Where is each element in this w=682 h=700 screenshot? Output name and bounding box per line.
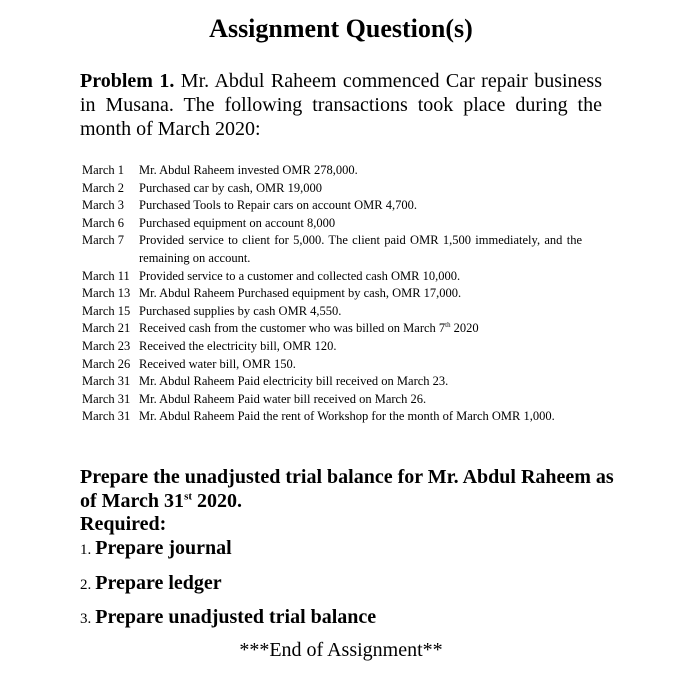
transaction-description: [139, 320, 582, 338]
prepare-instruction: [80, 465, 620, 513]
transaction-date: March 3: [82, 198, 124, 213]
step-number: 1.: [80, 542, 92, 558]
transaction-description: [139, 408, 582, 426]
prepare-text-end: 2020.: [192, 490, 243, 512]
transaction-description-text: Purchased car by cash, OMR 19,000: [139, 180, 322, 195]
transaction-description: [139, 303, 582, 321]
transaction-description-suffix: 2020: [450, 321, 479, 336]
transaction-description: [139, 197, 582, 215]
transaction-description-text: Purchased equipment on account 8,000: [139, 215, 336, 230]
transaction-description-text: Mr. Abdul Raheem Paid the rent of Workshop for the month of March OMR 1,000.: [139, 409, 555, 424]
step-text: Prepare ledger: [95, 571, 222, 594]
transaction-item: [82, 408, 582, 426]
transaction-description-text: Mr. Abdul Raheem Paid water bill received on March 26.: [139, 391, 427, 406]
transaction-date: March 26: [82, 356, 131, 371]
transaction-date: March 2: [82, 180, 124, 195]
transaction-description-text: Mr. Abdul Raheem Paid electricity bill received on March 23.: [139, 374, 449, 389]
step-text: Prepare unadjusted trial balance: [95, 606, 377, 628]
transaction-item: [82, 320, 582, 338]
transaction-item: [82, 356, 582, 374]
required-steps: [80, 535, 376, 639]
transaction-description: [139, 162, 582, 180]
transaction-item: [82, 338, 582, 356]
transaction-description: [139, 373, 582, 391]
transaction-description-text: Provided service to a customer and collected cash OMR 10,000.: [139, 268, 461, 283]
transaction-item: [82, 215, 582, 233]
transaction-item: [82, 162, 582, 180]
step-text: Prepare journal: [95, 537, 232, 559]
transaction-date: March 1: [82, 163, 124, 177]
transaction-description: [139, 391, 582, 409]
transaction-description: [139, 268, 582, 286]
transaction-item: [82, 285, 582, 303]
transaction-list: [82, 162, 582, 426]
transaction-item: [82, 391, 582, 409]
transaction-description: [139, 285, 582, 303]
transaction-description: [139, 232, 582, 267]
problem-text: Mr. Abdul Raheem commenced Car repair business in Musana. The following transactions took place during the month of March 2020:: [80, 70, 602, 140]
transaction-description: [139, 356, 582, 374]
transaction-description-text: Received water bill, OMR 150.: [139, 356, 296, 371]
step-number: 2.: [80, 576, 92, 593]
problem-statement: [80, 69, 602, 141]
transaction-date: March 7: [82, 233, 124, 248]
transaction-description-text: Received the electricity bill, OMR 120.: [139, 338, 337, 353]
problem-label: Problem 1.: [80, 70, 175, 92]
transaction-date: March 21: [82, 321, 131, 336]
transaction-description-text: Provided service to client for 5,000. The client paid OMR 1,500 immediately, and the remaining on account.: [139, 233, 582, 265]
transaction-date: March 15: [82, 303, 131, 318]
transaction-ordinal-suffix: th: [445, 322, 451, 330]
required-step: [80, 604, 376, 639]
end-of-assignment: ***End of Assignment**: [239, 639, 443, 661]
transaction-description-text: Mr. Abdul Raheem invested OMR 278,000.: [139, 163, 358, 177]
transaction-item: [82, 268, 582, 286]
transaction-item: [82, 373, 582, 391]
transaction-description-text: Mr. Abdul Raheem Purchased equipment by cash, OMR 17,000.: [139, 286, 462, 301]
transaction-description: [139, 180, 582, 198]
transaction-date: March 23: [82, 338, 131, 353]
transaction-date: March 13: [82, 286, 131, 301]
transaction-description-text: Purchased Tools to Repair cars on account OMR 4,700.: [139, 198, 418, 213]
transaction-item: [82, 303, 582, 321]
transaction-date: March 31: [82, 374, 131, 389]
step-number: 3.: [80, 611, 92, 627]
page-title: Assignment Question(s): [209, 14, 473, 43]
transaction-item: [82, 232, 582, 267]
transaction-date: March 11: [82, 268, 130, 283]
transaction-item: [82, 197, 582, 215]
transaction-description-text: Purchased supplies by cash OMR 4,550.: [139, 303, 342, 318]
required-step: [80, 535, 376, 570]
required-heading: Required:: [80, 513, 167, 535]
prepare-text: Prepare the unadjusted trial balance for Mr. Abdul Raheem as of March 31: [80, 466, 614, 512]
transaction-description-text: Received cash from the customer who was billed on March 7: [139, 321, 446, 336]
transaction-date: March 31: [82, 409, 131, 424]
transaction-date: March 31: [82, 391, 131, 406]
transaction-date: March 6: [82, 215, 124, 230]
transaction-description: [139, 338, 582, 356]
transaction-description: [139, 215, 582, 233]
required-step: [80, 570, 376, 605]
transaction-item: [82, 180, 582, 198]
prepare-date-suffix: st: [184, 490, 193, 503]
